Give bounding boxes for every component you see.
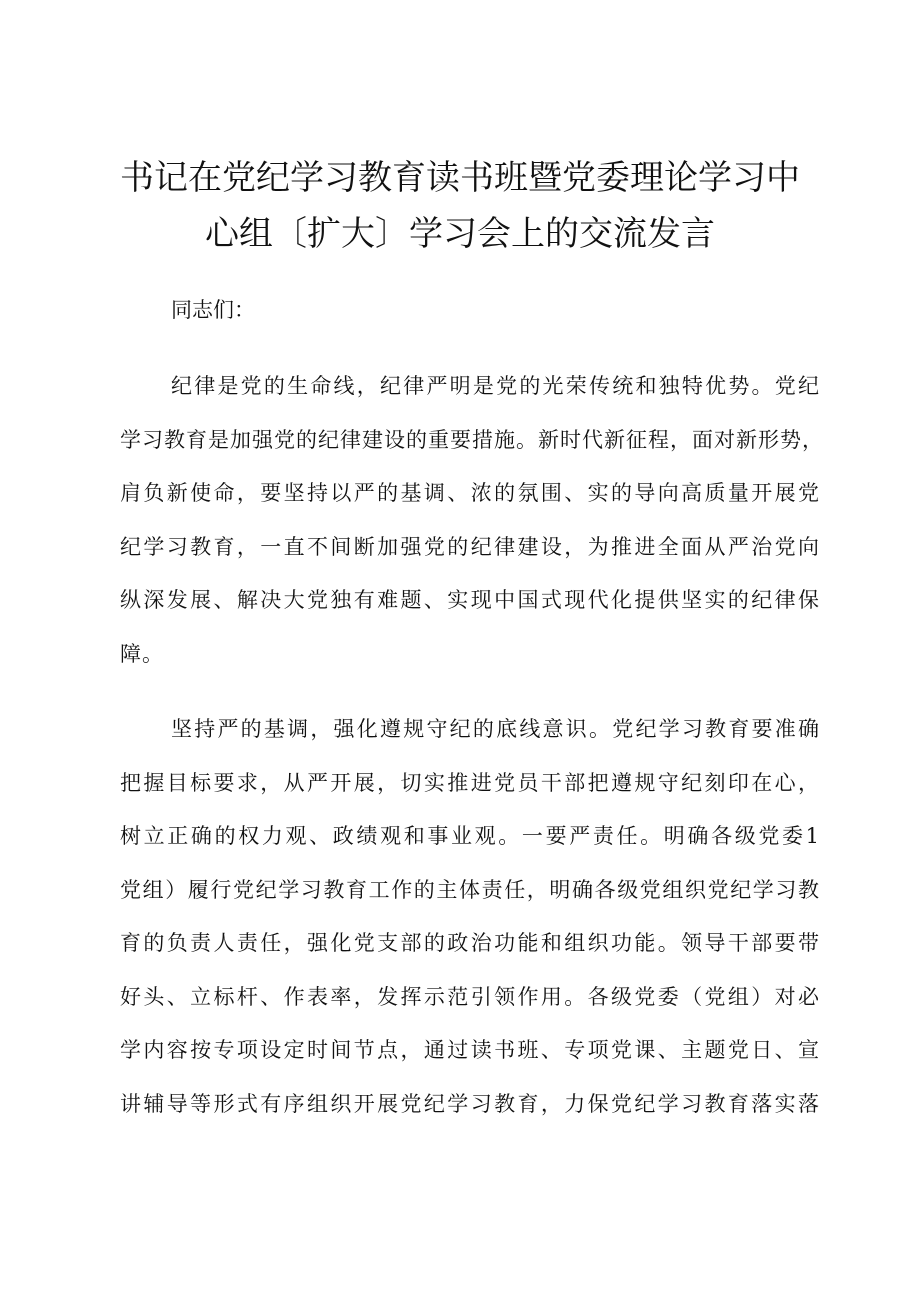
paragraph-1 <box>120 360 824 681</box>
paragraph-line: 纪律是党的生命线，纪律严明是党的光荣传统和独特优势。党纪 <box>171 374 820 398</box>
paragraph-line: 把握目标要求，从严开展，切实推进党员干部把遵规守纪刻印在心， <box>120 770 820 795</box>
paragraph-line: 好头、立标杆、作表率，发挥示范引领作用。各级党委（党组）对必 <box>120 984 820 1009</box>
document-title <box>100 150 820 262</box>
paragraph-2 <box>120 703 820 1131</box>
document-body <box>120 290 824 1131</box>
paragraph-line: 坚持严的基调，强化遵规守纪的底线意识。党纪学习教育要准确 <box>171 717 820 741</box>
paragraph-line: 学习教育是加强党的纪律建设的重要措施。新时代新征程，面对新形势， <box>120 427 824 452</box>
paragraph-line: 树立正确的权力观、政绩观和事业观。一要严责任。明确各级党委1 <box>120 824 820 848</box>
paragraph-line: 障。 <box>120 641 164 666</box>
paragraph-line: 纵深发展、解决大党独有难题、实现中国式现代化提供坚实的纪律保 <box>120 588 820 612</box>
paragraph-line: 纪学习教育，一直不间断加强党的纪律建设，为推进全面从严治党向 <box>120 534 820 559</box>
title-line-2: 心组〔扩大〕学习会上的交流发言 <box>205 214 715 254</box>
paragraph-line: 肩负新使命，要坚持以严的基调、浓的氛围、实的导向高质量开展党 <box>120 481 820 505</box>
paragraph-line: 学内容按专项设定时间节点，通过读书班、专项党课、主题党日、宣 <box>120 1038 820 1062</box>
salutation: 同志们： <box>171 298 255 322</box>
paragraph-line: 党组）履行党纪学习教育工作的主体责任，明确各级党组织党纪学习教 <box>120 877 820 902</box>
paragraph-line: 育的负责人责任，强化党支部的政治功能和组织功能。领导干部要带 <box>120 931 820 955</box>
title-line-1: 书记在党纪学习教育读书班暨党委理论学习中 <box>120 158 800 198</box>
paragraph-line: 讲辅导等形式有序组织开展党纪学习教育，力保党纪学习教育落实落 <box>120 1091 820 1116</box>
